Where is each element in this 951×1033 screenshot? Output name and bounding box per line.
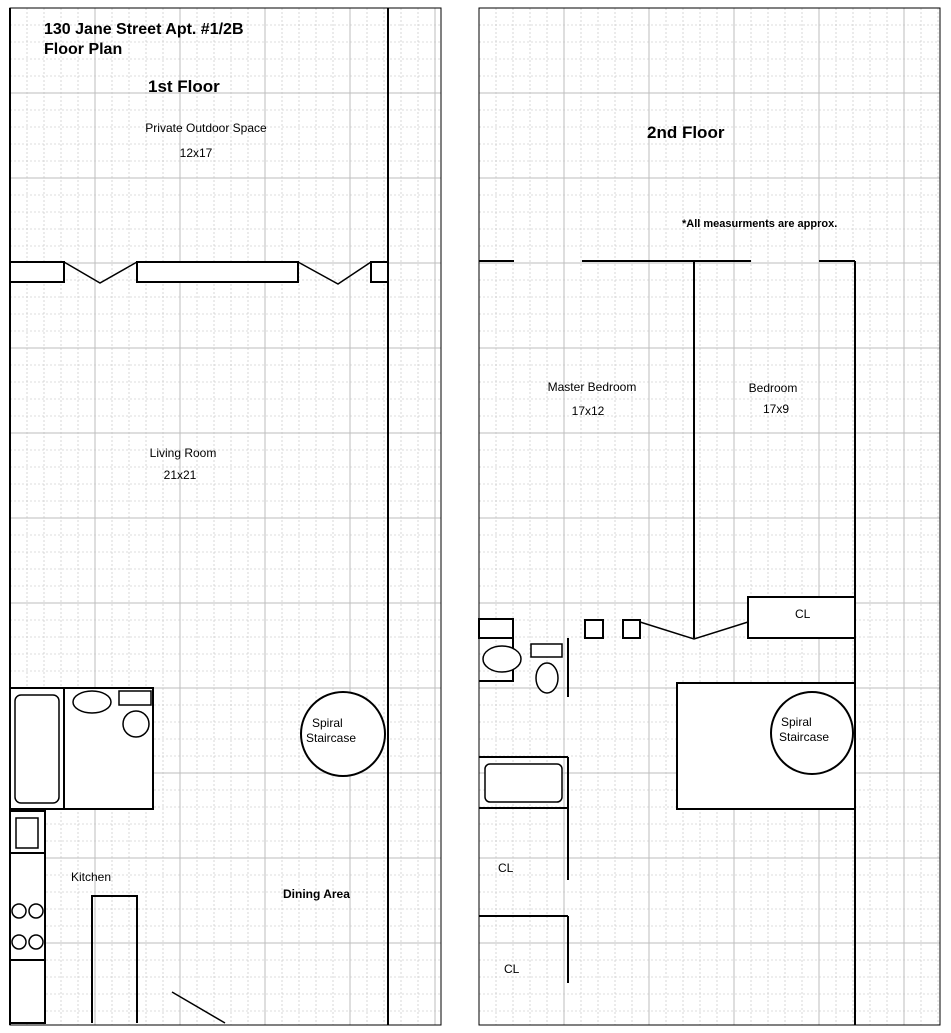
living-room-name: Living Room (149, 446, 217, 460)
staircase-label-line1-2f: Spiral (781, 715, 812, 729)
second-floor-plan (479, 261, 855, 1025)
closet-bottom-label: CL (504, 962, 520, 976)
second-floor-heading: 2nd Floor (647, 123, 725, 142)
measurement-note: *All measurments are approx. (682, 218, 838, 230)
sink-icon (483, 646, 521, 672)
first-floor-plan (10, 8, 388, 1025)
sink-icon (73, 691, 111, 713)
staircase-label-line1: Spiral (312, 716, 343, 730)
toilet-icon (123, 711, 149, 737)
patio-wall (10, 262, 388, 284)
french-door-right (298, 262, 371, 284)
bedroom-name: Bedroom (748, 381, 798, 395)
bathtub-icon (485, 764, 562, 802)
bathtub-icon (15, 695, 59, 803)
staircase-label-line2: Staircase (306, 731, 357, 745)
toilet-icon (536, 663, 558, 693)
kitchen-label: Kitchen (71, 870, 112, 884)
plan-subtitle: Floor Plan (44, 41, 123, 58)
staircase-label-line2-2f: Staircase (779, 730, 830, 744)
bedroom-size: 17x9 (762, 402, 790, 416)
master-bedroom-name: Master Bedroom (547, 380, 637, 394)
first-floor-bathroom (10, 688, 153, 809)
closet-mid-label: CL (498, 861, 514, 875)
plan-title: 130 Jane Street Apt. #1/2B (44, 21, 244, 38)
master-bedroom-size: 17x12 (571, 404, 605, 418)
kitchen-sink-icon (16, 818, 38, 848)
dining-area-label: Dining Area (283, 887, 350, 901)
second-floor-bathroom (479, 638, 568, 880)
kitchen-island (92, 896, 137, 1023)
living-room-size: 21x21 (163, 468, 197, 482)
outdoor-space-size: 12x17 (179, 146, 213, 160)
toilet-tank-icon (531, 644, 562, 657)
closet-top-label: CL (795, 607, 811, 621)
right-panel-border (479, 8, 940, 1025)
outdoor-space-name: Private Outdoor Space (145, 121, 267, 135)
first-floor-kitchen (10, 811, 225, 1023)
toilet-tank-icon (119, 691, 151, 705)
first-floor-heading: 1st Floor (148, 77, 220, 96)
grid-paper-right (479, 8, 940, 1025)
